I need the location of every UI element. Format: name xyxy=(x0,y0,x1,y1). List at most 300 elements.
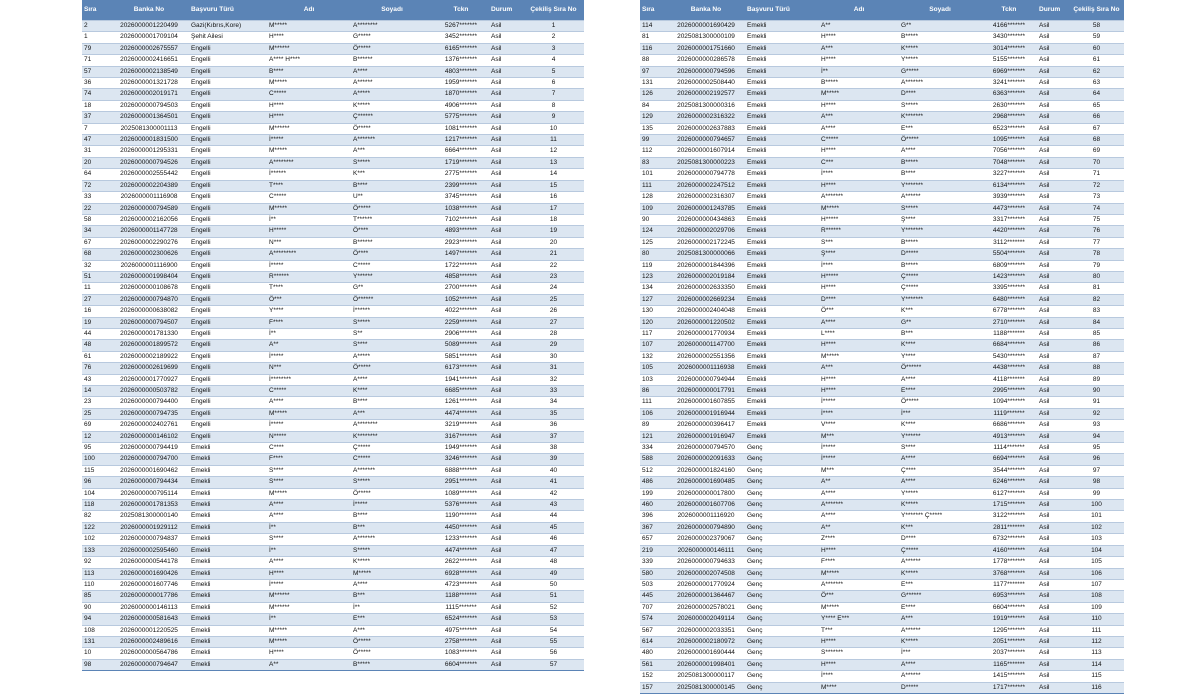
cekilis-sira-no-cell: 90 xyxy=(1069,386,1124,397)
tckn-cell: 2775******* xyxy=(433,169,489,180)
durum-cell: Asil xyxy=(489,431,523,442)
basvuru-turu-cell: Emekli xyxy=(745,43,819,54)
cekilis-sira-no-cell: 38 xyxy=(523,443,584,454)
sira-cell: 134 xyxy=(640,283,667,294)
cekilis-sira-no-cell: 8 xyxy=(523,100,584,111)
durum-cell: Asil xyxy=(1037,500,1069,511)
table-row xyxy=(640,579,1124,590)
sira-cell: 86 xyxy=(640,386,667,397)
header-soyadi: Soyadı xyxy=(381,6,403,13)
adi-cell: C*** xyxy=(819,157,899,168)
adi-cell: M***** xyxy=(267,146,351,157)
table-row xyxy=(640,522,1124,533)
table-row xyxy=(82,636,584,647)
soyadi-cell: K**** xyxy=(899,420,981,431)
cekilis-sira-no-cell: 99 xyxy=(1069,488,1124,499)
sira-cell: 567 xyxy=(640,625,667,636)
adi-cell: M***** xyxy=(267,78,351,89)
basvuru-turu-cell: Emekli xyxy=(745,374,819,385)
tckn-cell: 3246******* xyxy=(433,454,489,465)
sira-cell: 12 xyxy=(82,431,109,442)
banka-no-cell: 2026000002138549 xyxy=(109,66,189,77)
banka-no-cell: 2026000001751660 xyxy=(667,43,745,54)
tckn-cell: 1949******* xyxy=(433,443,489,454)
adi-cell: M****** xyxy=(267,591,351,602)
durum-cell: Asil xyxy=(489,157,523,168)
adi-cell: S**** xyxy=(267,477,351,488)
banka-no-cell: 2025081300000223 xyxy=(667,157,745,168)
banka-no-cell: 2026000000794589 xyxy=(109,203,189,214)
tckn-cell: 3241******* xyxy=(981,78,1037,89)
durum-cell: Asil xyxy=(489,43,523,54)
basvuru-turu-cell: Engelli xyxy=(189,214,267,225)
durum-cell: Asil xyxy=(1037,363,1069,374)
cekilis-sira-no-cell: 35 xyxy=(523,408,584,419)
durum-cell: Asil xyxy=(489,169,523,180)
adi-cell: M***** xyxy=(819,568,899,579)
soyadi-cell: S** xyxy=(351,328,433,339)
durum-cell: Asil xyxy=(1037,157,1069,168)
table-row xyxy=(640,271,1124,282)
adi-cell: H**** xyxy=(819,100,899,111)
tckn-cell: 1188******* xyxy=(981,328,1037,339)
table-row xyxy=(640,477,1124,488)
tckn-cell: 1217******* xyxy=(433,135,489,146)
adi-cell: Ö*** xyxy=(267,294,351,305)
basvuru-turu-cell: Genç xyxy=(745,602,819,613)
soyadi-cell: Ç****** xyxy=(351,112,433,123)
soyadi-cell: K**** xyxy=(351,386,433,397)
tckn-cell: 5376******* xyxy=(433,500,489,511)
header-banka-no: Banka No xyxy=(133,6,165,13)
cekilis-sira-no-cell: 68 xyxy=(1069,135,1124,146)
banka-no-cell: 2026000000146113 xyxy=(109,602,189,613)
header-adi: Adı xyxy=(303,6,315,13)
adi-cell: M*** xyxy=(819,431,899,442)
sira-cell: 89 xyxy=(640,420,667,431)
basvuru-turu-cell: Emekli xyxy=(745,89,819,100)
durum-cell: Asil xyxy=(1037,123,1069,134)
soyadi-cell: B***** xyxy=(899,237,981,248)
adi-cell: İ**** xyxy=(819,671,899,682)
table-row xyxy=(640,249,1124,260)
adi-cell: A******* xyxy=(819,579,899,590)
tckn-cell: 6684******* xyxy=(981,340,1037,351)
table-row xyxy=(640,386,1124,397)
header-cekilis-sira-no: Çekiliş Sıra No xyxy=(530,6,577,13)
tckn-cell: 3219******* xyxy=(433,420,489,431)
tckn-cell: 6694******* xyxy=(981,454,1037,465)
table-row xyxy=(82,420,584,431)
sira-cell: 90 xyxy=(82,602,109,613)
soyadi-cell: İ***** xyxy=(351,500,433,511)
tckn-cell: 1190******* xyxy=(433,511,489,522)
durum-cell: Asil xyxy=(1037,294,1069,305)
sira-cell: 111 xyxy=(640,180,667,191)
adi-cell: B***** xyxy=(819,78,899,89)
basvuru-turu-cell: Emekli xyxy=(189,454,267,465)
soyadi-cell: M***** xyxy=(351,568,433,579)
banka-no-cell: 2026000000794400 xyxy=(109,397,189,408)
adi-cell: A**** xyxy=(819,511,899,522)
table-row xyxy=(82,123,584,134)
table-row xyxy=(82,579,584,590)
durum-cell: Asil xyxy=(489,260,523,271)
sira-cell: 80 xyxy=(640,249,667,260)
table-row xyxy=(640,625,1124,636)
basvuru-turu-cell: Emekli xyxy=(189,557,267,568)
table-row xyxy=(640,488,1124,499)
cekilis-sira-no-cell: 60 xyxy=(1069,43,1124,54)
tckn-cell: 6953******* xyxy=(981,591,1037,602)
adi-cell: T**** xyxy=(267,180,351,191)
basvuru-turu-cell: Engelli xyxy=(189,408,267,419)
adi-cell: İ***** xyxy=(819,443,899,454)
cekilis-sira-no-cell: 17 xyxy=(523,203,584,214)
banka-no-cell: 2026000002290276 xyxy=(109,237,189,248)
tckn-cell: 4118******* xyxy=(981,374,1037,385)
adi-cell: N***** xyxy=(267,431,351,442)
sira-cell: 118 xyxy=(82,500,109,511)
table-row xyxy=(82,203,584,214)
adi-cell: İ******** xyxy=(267,374,351,385)
cekilis-sira-no-cell: 96 xyxy=(1069,454,1124,465)
durum-cell: Asil xyxy=(1037,625,1069,636)
tckn-cell: 4975******* xyxy=(433,625,489,636)
cekilis-sira-no-cell: 57 xyxy=(523,659,584,670)
soyadi-cell: İ*** xyxy=(899,408,981,419)
soyadi-cell: K*** xyxy=(351,169,433,180)
banka-no-cell: 2026000002247512 xyxy=(667,180,745,191)
cekilis-sira-no-cell: 55 xyxy=(523,636,584,647)
sira-cell: 7 xyxy=(82,123,109,134)
basvuru-turu-cell: Genç xyxy=(745,500,819,511)
banka-no-cell: 2025081300000109 xyxy=(667,32,745,43)
basvuru-turu-cell: Emekli xyxy=(745,408,819,419)
banka-no-cell: 2026000000794657 xyxy=(667,135,745,146)
adi-cell: H**** xyxy=(819,340,899,351)
basvuru-turu-cell: Engelli xyxy=(189,146,267,157)
durum-cell: Asil xyxy=(1037,78,1069,89)
durum-cell: Asil xyxy=(489,397,523,408)
tckn-cell: 6165******* xyxy=(433,43,489,54)
cekilis-sira-no-cell: 64 xyxy=(1069,89,1124,100)
sira-cell: 88 xyxy=(640,55,667,66)
soyadi-cell: S***** xyxy=(899,203,981,214)
cekilis-sira-no-cell: 93 xyxy=(1069,420,1124,431)
banka-no-cell: 2026000000434863 xyxy=(667,214,745,225)
table-row xyxy=(82,294,584,305)
table-row xyxy=(82,21,584,32)
durum-cell: Asil xyxy=(1037,408,1069,419)
cekilis-sira-no-cell: 76 xyxy=(1069,226,1124,237)
banka-no-cell: 2026000000794507 xyxy=(109,317,189,328)
basvuru-turu-cell: Emekli xyxy=(745,340,819,351)
durum-cell: Asil xyxy=(489,602,523,613)
sira-cell: 85 xyxy=(82,591,109,602)
adi-cell: M***** xyxy=(819,602,899,613)
banka-no-cell: 2026000002489616 xyxy=(109,636,189,647)
soyadi-cell: Ö***** xyxy=(351,363,433,374)
banka-no-cell: 2025081300000140 xyxy=(109,511,189,522)
sira-cell: 96 xyxy=(82,477,109,488)
cekilis-sira-no-cell: 61 xyxy=(1069,55,1124,66)
soyadi-cell: Ş**** xyxy=(899,214,981,225)
table-row xyxy=(640,420,1124,431)
cekilis-sira-no-cell: 2 xyxy=(523,32,584,43)
header-durum: Durum xyxy=(1039,6,1061,13)
table-row xyxy=(82,408,584,419)
banka-no-cell: 2026000001607855 xyxy=(667,397,745,408)
durum-cell: Asil xyxy=(1037,283,1069,294)
soyadi-cell: G****** xyxy=(899,591,981,602)
adi-cell: A**** xyxy=(267,500,351,511)
banka-no-cell: 2026000001690429 xyxy=(667,21,745,32)
table-row xyxy=(82,477,584,488)
basvuru-turu-cell: Engelli xyxy=(189,55,267,66)
sira-cell: 199 xyxy=(640,488,667,499)
sira-cell: 79 xyxy=(82,43,109,54)
sira-cell: 2 xyxy=(82,21,109,32)
tckn-cell: 2968******* xyxy=(981,112,1037,123)
soyadi-cell: B**** xyxy=(351,180,433,191)
basvuru-turu-cell: Emekli xyxy=(745,157,819,168)
durum-cell: Asil xyxy=(1037,682,1069,693)
soyadi-cell: B**** xyxy=(351,511,433,522)
banka-no-cell: 2026000002551356 xyxy=(667,351,745,362)
cekilis-sira-no-cell: 23 xyxy=(523,271,584,282)
adi-cell: İ***** xyxy=(819,454,899,465)
table-header-row xyxy=(640,0,1124,21)
basvuru-turu-cell: Engelli xyxy=(189,386,267,397)
soyadi-cell: S***** xyxy=(351,477,433,488)
banka-no-cell: 2026000000794944 xyxy=(667,374,745,385)
tckn-cell: 4166******* xyxy=(981,21,1037,32)
basvuru-turu-cell: Genç xyxy=(745,454,819,465)
durum-cell: Asil xyxy=(1037,579,1069,590)
basvuru-turu-cell: Genç xyxy=(745,659,819,670)
banka-no-cell: 2026000001321728 xyxy=(109,78,189,89)
cekilis-sira-no-cell: 79 xyxy=(1069,260,1124,271)
tckn-cell: 1423******* xyxy=(981,271,1037,282)
adi-cell: Y**** xyxy=(267,306,351,317)
tckn-cell: 2758******* xyxy=(433,636,489,647)
tckn-cell: 6363******* xyxy=(981,89,1037,100)
soyadi-cell: Y****** xyxy=(351,271,433,282)
cekilis-sira-no-cell: 24 xyxy=(523,283,584,294)
soyadi-cell: İ** xyxy=(351,602,433,613)
durum-cell: Asil xyxy=(489,534,523,545)
adi-cell: Z**** xyxy=(819,534,899,545)
soyadi-cell: A**** xyxy=(899,659,981,670)
sira-cell: 99 xyxy=(640,135,667,146)
table-row xyxy=(82,271,584,282)
banka-no-cell: 2026000001220499 xyxy=(109,21,189,32)
banka-no-cell: 2026000000638082 xyxy=(109,306,189,317)
tckn-cell: 4723******* xyxy=(433,579,489,590)
banka-no-cell: 2026000000794735 xyxy=(109,408,189,419)
banka-no-cell: 2025081300000066 xyxy=(667,249,745,260)
cekilis-sira-no-cell: 37 xyxy=(523,431,584,442)
banka-no-cell: 2026000001116908 xyxy=(109,192,189,203)
basvuru-turu-cell: Emekli xyxy=(745,203,819,214)
basvuru-turu-cell: Engelli xyxy=(189,363,267,374)
soyadi-cell: G** xyxy=(899,21,981,32)
table-row xyxy=(82,340,584,351)
banka-no-cell: 2026000001916944 xyxy=(667,408,745,419)
table-row xyxy=(640,237,1124,248)
durum-cell: Asil xyxy=(1037,271,1069,282)
banka-no-cell: 2026000000794570 xyxy=(667,443,745,454)
durum-cell: Asil xyxy=(489,21,523,32)
cekilis-sira-no-cell: 85 xyxy=(1069,328,1124,339)
table-row xyxy=(640,557,1124,568)
tckn-cell: 2710******* xyxy=(981,317,1037,328)
basvuru-turu-cell: Engelli xyxy=(189,157,267,168)
sira-cell: 1 xyxy=(82,32,109,43)
table-row xyxy=(640,636,1124,647)
soyadi-cell: İ*** xyxy=(899,648,981,659)
soyadi-cell: A**** xyxy=(899,146,981,157)
banka-no-cell: 2026000001770934 xyxy=(667,328,745,339)
tckn-cell: 6604******* xyxy=(981,602,1037,613)
adi-cell: A******* xyxy=(819,500,899,511)
banka-no-cell: 2026000000794890 xyxy=(667,522,745,533)
tckn-cell: 4022******* xyxy=(433,306,489,317)
banka-no-cell: 2026000001690426 xyxy=(109,568,189,579)
cekilis-sira-no-cell: 98 xyxy=(1069,477,1124,488)
soyadi-cell: E*** xyxy=(899,579,981,590)
cekilis-sira-no-cell: 6 xyxy=(523,78,584,89)
tckn-cell: 2622******* xyxy=(433,557,489,568)
cekilis-sira-no-cell: 77 xyxy=(1069,237,1124,248)
adi-cell: S*** xyxy=(819,237,899,248)
sira-cell: 18 xyxy=(82,100,109,111)
cekilis-sira-no-cell: 22 xyxy=(523,260,584,271)
banka-no-cell: 2026000000503782 xyxy=(109,386,189,397)
adi-cell: B**** xyxy=(267,66,351,77)
cekilis-sira-no-cell: 82 xyxy=(1069,294,1124,305)
banka-no-cell: 2026000002162056 xyxy=(109,214,189,225)
soyadi-cell: B**** xyxy=(351,397,433,408)
durum-cell: Asil xyxy=(489,579,523,590)
sira-cell: 27 xyxy=(82,294,109,305)
basvuru-turu-cell: Emekli xyxy=(745,431,819,442)
soyadi-cell: D***** xyxy=(899,682,981,693)
basvuru-turu-cell: Gazi(Kıbrıs,Kore) xyxy=(189,21,267,32)
basvuru-turu-cell: Emekli xyxy=(745,55,819,66)
tckn-cell: 1233******* xyxy=(433,534,489,545)
soyadi-cell: Ç***** xyxy=(899,545,981,556)
basvuru-turu-cell: Emekli xyxy=(189,591,267,602)
durum-cell: Asil xyxy=(489,465,523,476)
header-sira: Sıra xyxy=(84,6,97,13)
basvuru-turu-cell: Emekli xyxy=(745,123,819,134)
sira-cell: 115 xyxy=(82,465,109,476)
banka-no-cell: 2026000001607706 xyxy=(667,500,745,511)
durum-cell: Asil xyxy=(1037,351,1069,362)
basvuru-turu-cell: Engelli xyxy=(189,237,267,248)
adi-cell: R****** xyxy=(819,226,899,237)
durum-cell: Asil xyxy=(1037,511,1069,522)
durum-cell: Asil xyxy=(1037,317,1069,328)
table-row xyxy=(82,648,584,659)
durum-cell: Asil xyxy=(1037,454,1069,465)
cekilis-sira-no-cell: 112 xyxy=(1069,636,1124,647)
table-row xyxy=(82,78,584,89)
soyadi-cell: G***** xyxy=(899,66,981,77)
cekilis-sira-no-cell: 9 xyxy=(523,112,584,123)
tckn-cell: 4474******* xyxy=(433,408,489,419)
banka-no-cell: 2026000000017791 xyxy=(667,386,745,397)
soyadi-cell: Ö***** xyxy=(351,488,433,499)
cekilis-sira-no-cell: 16 xyxy=(523,192,584,203)
cekilis-sira-no-cell: 42 xyxy=(523,488,584,499)
basvuru-turu-cell: Engelli xyxy=(189,135,267,146)
basvuru-turu-cell: Genç xyxy=(745,614,819,625)
soyadi-cell: T****** xyxy=(351,214,433,225)
durum-cell: Asil xyxy=(489,271,523,282)
header-tckn: Tckn xyxy=(453,6,469,13)
adi-cell: S**** xyxy=(267,534,351,545)
table-row xyxy=(640,157,1124,168)
cekilis-sira-no-cell: 110 xyxy=(1069,614,1124,625)
banka-no-cell: 2026000002555442 xyxy=(109,169,189,180)
banka-no-cell: 2026000000794837 xyxy=(109,534,189,545)
cekilis-sira-no-cell: 92 xyxy=(1069,408,1124,419)
banka-no-cell: 2026000000794526 xyxy=(109,157,189,168)
cekilis-sira-no-cell: 71 xyxy=(1069,169,1124,180)
basvuru-turu-cell: Genç xyxy=(745,636,819,647)
adi-cell: H**** xyxy=(267,112,351,123)
table-row xyxy=(640,283,1124,294)
basvuru-turu-cell: Engelli xyxy=(189,317,267,328)
durum-cell: Asil xyxy=(1037,226,1069,237)
tckn-cell: 5267******* xyxy=(433,21,489,32)
header-soyadi: Soyadı xyxy=(929,6,951,13)
sira-cell: 614 xyxy=(640,636,667,647)
durum-cell: Asil xyxy=(489,192,523,203)
basvuru-turu-cell: Engelli xyxy=(189,100,267,111)
soyadi-cell: Ö**** xyxy=(351,249,433,260)
sira-cell: 574 xyxy=(640,614,667,625)
tckn-cell: 4473******* xyxy=(981,203,1037,214)
tckn-cell: 5504******* xyxy=(981,249,1037,260)
soyadi-cell: Ç***** xyxy=(899,271,981,282)
basvuru-turu-cell: Genç xyxy=(745,534,819,545)
cekilis-sira-no-cell: 113 xyxy=(1069,648,1124,659)
tckn-cell: 6134******* xyxy=(981,180,1037,191)
sira-cell: 131 xyxy=(640,78,667,89)
cekilis-sira-no-cell: 31 xyxy=(523,363,584,374)
banka-no-cell: 2025081300000117 xyxy=(667,671,745,682)
durum-cell: Asil xyxy=(1037,203,1069,214)
durum-cell: Asil xyxy=(489,328,523,339)
soyadi-cell: A******* xyxy=(351,534,433,545)
tckn-cell: 1717******* xyxy=(981,682,1037,693)
soyadi-cell: A*** xyxy=(351,408,433,419)
left-results-table xyxy=(82,0,584,671)
tckn-cell: 4160******* xyxy=(981,545,1037,556)
durum-cell: Asil xyxy=(489,500,523,511)
soyadi-cell: Ç***** xyxy=(351,443,433,454)
basvuru-turu-cell: Engelli xyxy=(189,78,267,89)
basvuru-turu-cell: Engelli xyxy=(189,112,267,123)
table-row xyxy=(640,534,1124,545)
table-header-row xyxy=(82,0,584,21)
durum-cell: Asil xyxy=(1037,431,1069,442)
durum-cell: Asil xyxy=(1037,21,1069,32)
